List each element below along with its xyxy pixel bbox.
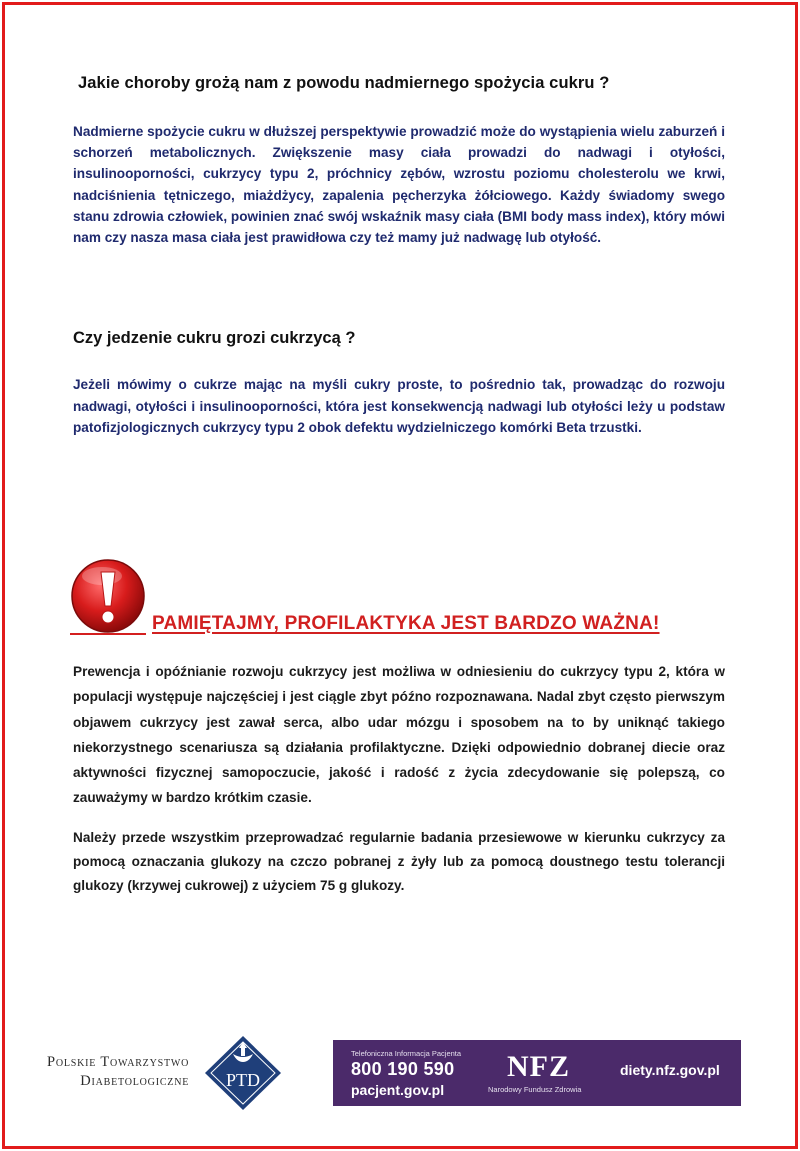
nfz-phone: 800 190 590 [351,1059,455,1079]
section3-paragraph-2: Należy przede wszystkim przeprowadzać regularnie badania przesiewowe w kierunku cukrzycy za pomocą oznaczania glukozy na czczo pobranej z żyły lub za pomocą doustnego testu tolerancji glukozy (krzywej cukrowej) z użyciem 75 g glukozy. [73,830,725,893]
ptd-logo-text: PTD [225,1070,261,1090]
section3-paragraph-1: Prewencja i opóźnianie rozwoju cukrzycy jest możliwa w odniesieniu do cukrzycy typu 2, która w populacji występuje najczęściej i jest ciągle zbyt późno rozpoznawana. Nadal zbyt często pierwszym objawem cukrzycy jest zawał serca, albo udar mózgu i sposobem na to by uniknąć takiego niekorzystnego scenariusza są działania profilaktyczne. Dzięki odpowiednio dobranej diecie oraz aktywności fizycznej samopoczucie, jakość i radość z życia zdecydowanie się polepszą, co zauważymy w bardzo krótkim czasie. [73,664,725,806]
ptd-name-line2: Diabetologiczne [80,1073,190,1089]
alert-underline [70,633,146,635]
exclamation-icon [70,558,150,638]
section2-paragraph: Jeżeli mówimy o cukrze mając na myśli cukry proste, to pośrednio tak, prowadząc do rozwoju nadwagi, otyłości i insulinooporności, która jest konsekwencją nadwagi lub otyłości leży u podstaw patofizjologicznych cukrzycy typu 2 obok defektu wydzielniczego komórki Beta trzustki. [73,377,725,436]
nfz-logo-subtitle: Narodowy Fundusz Zdrowia [488,1085,582,1094]
nfz-banner [333,1040,741,1106]
nfz-link-pacjent[interactable]: pacjent.gov.pl [351,1082,445,1098]
ptd-name [47,1053,189,1091]
alert-title: PAMIĘTAJMY, PROFILAKTYKA JEST BARDZO WAŻNA! [152,613,660,634]
section1-heading: Jakie choroby grożą nam z powodu nadmiernego spożycia cukru ? [78,74,610,92]
nfz-link-diety[interactable]: diety.nfz.gov.pl [620,1062,720,1078]
nfz-logo: NFZ [507,1050,570,1083]
section2-heading: Czy jedzenie cukru grozi cukrzycą ? [73,329,356,347]
ptd-name-line1: Polskie Towarzystwo [47,1054,190,1070]
section1-paragraph: Nadmierne spożycie cukru w dłuższej perspektywie prowadzić może do wystąpienia wielu zaburzeń i schorzeń metabolicznych. Zwiększenie masy ciała prowadzi do nadwagi i otyłości, insulinooporności, cukrzycy typu 2, próchnicy zębów, wzrostu poziomu cholesterolu we krwi, nadciśnienia tętniczego, miażdżycy, zapalenia pęcherzyka żółciowego. Każdy świadomy swego stanu zdrowia człowiek, powinien znać swój wskaźnik masy ciała (BMI body mass index), który mówi nam czy nasza masa ciała jest prawidłowa czy też mamy już nadwagę lub otyłość. [73,124,725,246]
ptd-logo [203,1034,283,1112]
nfz-hotline-label: Telefoniczna Informacja Pacjenta [351,1049,462,1058]
